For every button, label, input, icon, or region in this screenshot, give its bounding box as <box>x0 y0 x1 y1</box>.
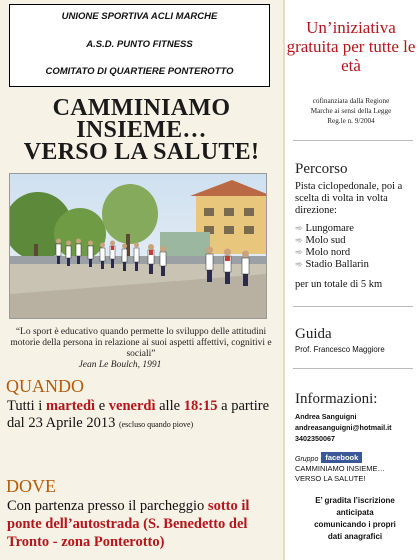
info-contacts <box>295 411 417 444</box>
list-item <box>295 222 417 234</box>
arrow-right-icon: ➾ <box>295 247 303 257</box>
divider <box>293 306 413 307</box>
percorso-text: Pista ciclopedonale, poi a scelta di volta in volta direzione: <box>295 181 403 216</box>
list-item <box>295 258 417 270</box>
divider <box>293 368 413 369</box>
gruppo-label: Gruppo <box>295 456 319 463</box>
percorso-item-label: Lungomare <box>305 223 354 234</box>
list-item <box>295 246 417 258</box>
quando-time: 18:15 <box>183 398 218 414</box>
percorso-item-label: Molo nord <box>305 247 351 258</box>
percorso-heading: Percorso <box>295 161 348 177</box>
list-item <box>295 234 417 246</box>
dove-pre: Con partenza presso il parcheggio <box>7 498 208 514</box>
arrow-right-icon: ➾ <box>295 223 303 233</box>
title-line-3: VERSO LA SALUTE! <box>23 139 260 165</box>
dove-text <box>7 497 283 551</box>
quando-heading: QUANDO <box>6 376 84 396</box>
arrow-right-icon: ➾ <box>295 235 303 245</box>
percorso-item-label: Molo sud <box>305 235 346 246</box>
iscr-line-1: E’ gradita l’iscrizione <box>315 496 395 505</box>
cofin-line-3: Reg.le n. 9/2004 <box>327 117 375 125</box>
right-column <box>285 0 417 560</box>
organizers-box <box>9 4 270 87</box>
facebook-icon[interactable]: facebook <box>321 452 362 463</box>
tagline: Un’iniziativa gratuita per tutte le età <box>286 18 416 75</box>
title-line-1: CAMMINIAMO <box>52 95 231 121</box>
walking-group-photo <box>9 173 267 319</box>
iscr-line-4: dati anagrafici <box>327 532 383 541</box>
dove-highlight: sotto il ponte dell’autostrada (S. Benedetto del Tronto - zona Ponterotto) <box>7 498 250 550</box>
quando-rest: a partire dal 23 Aprile 2013 <box>7 398 270 431</box>
quando-mid: e <box>95 398 109 414</box>
quando-note: (escluso quando piove) <box>118 420 194 429</box>
fb-group-line-1: CAMMINIAMO INSIEME… <box>295 464 386 473</box>
fb-group-line-2: VERSO LA SALUTE! <box>295 474 366 483</box>
info-heading: Informazioni: <box>295 391 378 407</box>
organizer-line-3: COMITATO DI QUARTIERE PONTEROTTO <box>45 66 234 77</box>
iscr-line-2: anticipata <box>336 508 374 517</box>
info-name: Andrea Sanguigni <box>295 412 357 421</box>
quando-day-2: venerdì <box>108 398 156 414</box>
organizer-line-1: UNIONE SPORTIVA ACLI MARCHE <box>61 11 218 22</box>
quando-alle: alle <box>155 398 184 414</box>
quando-day-1: martedì <box>45 398 96 414</box>
registration-note <box>293 495 417 543</box>
info-phone: 3402350067 <box>295 434 335 443</box>
cofin-line-1: cofinanziata dalla Regione <box>312 97 390 105</box>
dove-heading: DOVE <box>6 476 56 496</box>
title-line-2: INSIEME… <box>76 117 207 143</box>
cofinancing-note <box>285 96 417 126</box>
divider <box>293 140 413 141</box>
iscr-line-3: comunicando i propri <box>314 520 396 529</box>
photo-illustration <box>10 174 266 318</box>
cofin-line-2: Marche ai sensi della Legge <box>310 107 392 115</box>
percorso-total: per un totale di 5 km <box>295 279 383 290</box>
arrow-right-icon: ➾ <box>295 259 303 269</box>
percorso-item-label: Stadio Ballarin <box>305 259 369 270</box>
facebook-group-name <box>295 464 417 484</box>
guida-name: Prof. Francesco Maggiore <box>295 345 385 354</box>
info-email[interactable]: andreasanguigni@hotmail.it <box>295 423 392 432</box>
guida-heading: Guida <box>295 326 332 342</box>
percorso-list <box>295 222 417 270</box>
quote-author: Jean Le Boulch, 1991 <box>78 360 162 370</box>
organizer-line-2: A.S.D. PUNTO FITNESS <box>86 39 193 50</box>
facebook-group-row <box>295 448 417 462</box>
quando-text <box>7 398 279 433</box>
quote-text: “Lo sport è educativo quando permette lo sviluppo delle attitudini motorie della persona in relazione ai suoi aspetti affettivi, cognitivi e sociali” <box>10 327 272 359</box>
quando-pre: Tutti i <box>7 398 46 414</box>
